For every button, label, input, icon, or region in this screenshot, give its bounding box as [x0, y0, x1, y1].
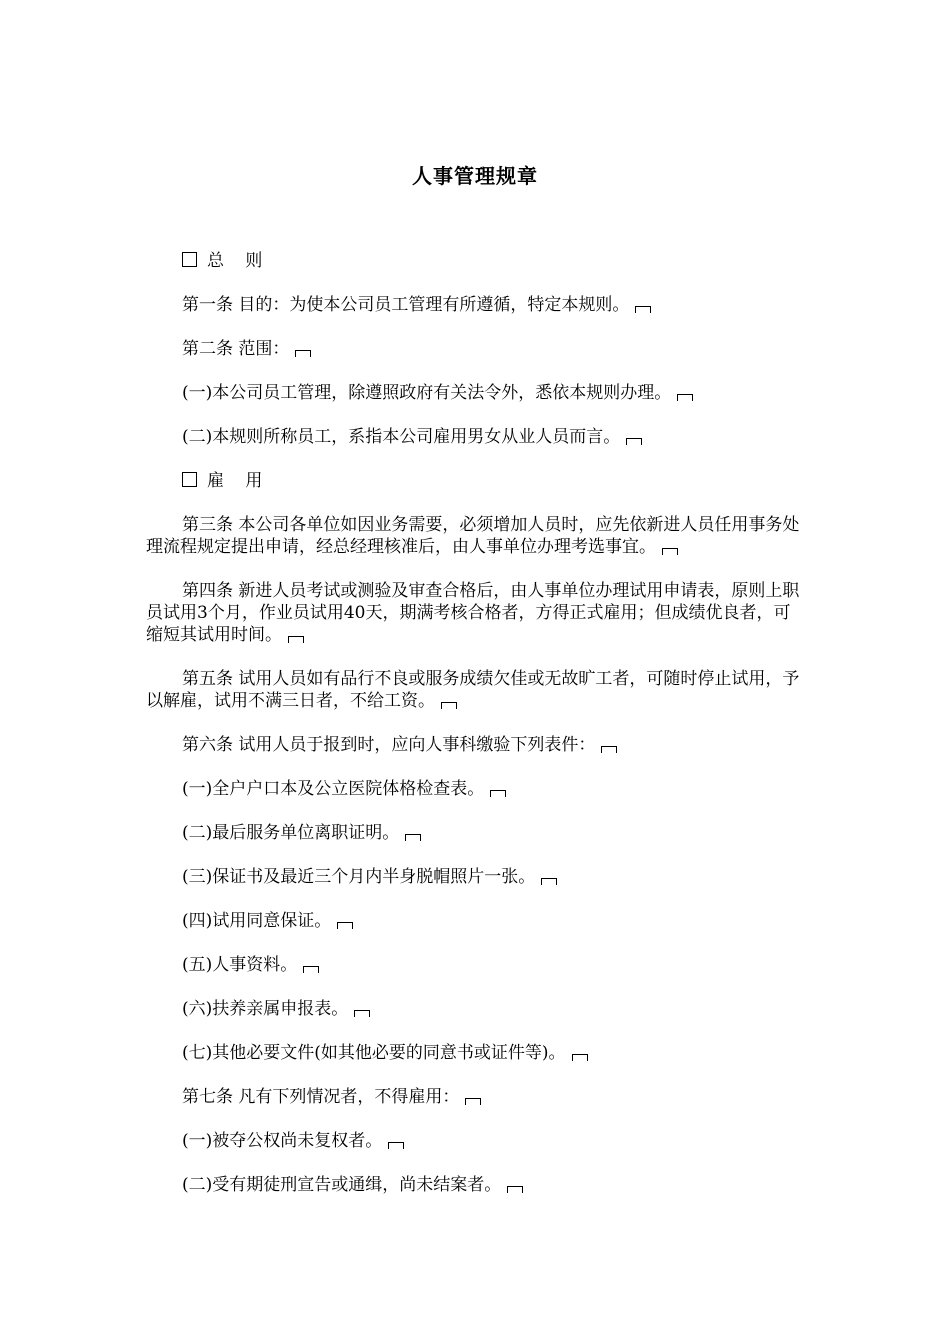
- clause-paragraph: (五)人事资料。: [146, 954, 806, 976]
- paragraph-mark-icon: [354, 1010, 370, 1017]
- paragraph-mark-icon: [677, 394, 693, 401]
- clause-paragraph: 第一条 目的：为使本公司员工管理有所遵循，特定本规则。: [146, 294, 806, 316]
- paragraph-mark-icon: [662, 548, 678, 555]
- paragraph-mark-icon: [405, 834, 421, 841]
- paragraph-mark-icon: [541, 878, 557, 885]
- clause-paragraph: 第二条 范围：: [146, 338, 806, 360]
- paragraph-mark-icon: [490, 790, 506, 797]
- clause-paragraph: (二)最后服务单位离职证明。: [146, 822, 806, 844]
- paragraph-mark-icon: [507, 1186, 523, 1193]
- paragraph-mark-icon: [303, 966, 319, 973]
- section-heading-general: 总 则: [146, 250, 806, 272]
- paragraph-mark-icon: [288, 636, 304, 643]
- paragraph-mark-icon: [465, 1098, 481, 1105]
- clause-paragraph: 第六条 试用人员于报到时，应向人事科缴验下列表件：: [146, 734, 806, 756]
- paragraph-mark-icon: [572, 1054, 588, 1061]
- clause-paragraph: (二)受有期徒刑宣告或通缉，尚未结案者。: [146, 1174, 806, 1196]
- paragraph-mark-icon: [337, 922, 353, 929]
- checkbox-icon: [182, 252, 197, 267]
- clause-paragraph: 第七条 凡有下列情况者，不得雇用：: [146, 1086, 806, 1108]
- clause-paragraph: (一)本公司员工管理，除遵照政府有关法令外，悉依本规则办理。: [146, 382, 806, 404]
- checkbox-icon: [182, 472, 197, 487]
- section-heading-employment: 雇 用: [146, 470, 806, 492]
- document-body: [146, 250, 806, 1218]
- clause-paragraph: 第五条 试用人员如有品行不良或服务成绩欠佳或无故旷工者，可随时停止试用，予以解雇，试用不满三日者，不给工资。: [146, 669, 800, 711]
- clause-paragraph: 第四条 新进人员考试或测验及审查合格后，由人事单位办理试用申请表，原则上职员试用3个月，作业员试用40天，期满考核合格者，方得正式雇用；但成绩优良者，可缩短其试用时间。: [146, 581, 800, 645]
- clause-paragraph: (六)扶养亲属申报表。: [146, 998, 806, 1020]
- clause-paragraph: 第三条 本公司各单位如因业务需要，必须增加人员时，应先依新进人员任用事务处理流程规定提出申请，经总经理核准后，由人事单位办理考选事宜。: [146, 515, 800, 557]
- paragraph-mark-icon: [295, 350, 311, 357]
- paragraph-mark-icon: [441, 702, 457, 709]
- paragraph-mark-icon: [635, 306, 651, 313]
- paragraph-mark-icon: [388, 1142, 404, 1149]
- document-title: 人事管理规章: [412, 164, 538, 188]
- clause-paragraph: (七)其他必要文件(如其他必要的同意书或证件等)。: [146, 1042, 806, 1064]
- paragraph-mark-icon: [601, 746, 617, 753]
- clause-paragraph: (一)被夺公权尚未复权者。: [146, 1130, 806, 1152]
- clause-paragraph: (三)保证书及最近三个月内半身脱帽照片一张。: [146, 866, 806, 888]
- clause-paragraph: (四)试用同意保证。: [146, 910, 806, 932]
- clause-paragraph: (二)本规则所称员工，系指本公司雇用男女从业人员而言。: [146, 426, 806, 448]
- clause-paragraph: (一)全户户口本及公立医院体格检查表。: [146, 778, 806, 800]
- paragraph-mark-icon: [626, 438, 642, 445]
